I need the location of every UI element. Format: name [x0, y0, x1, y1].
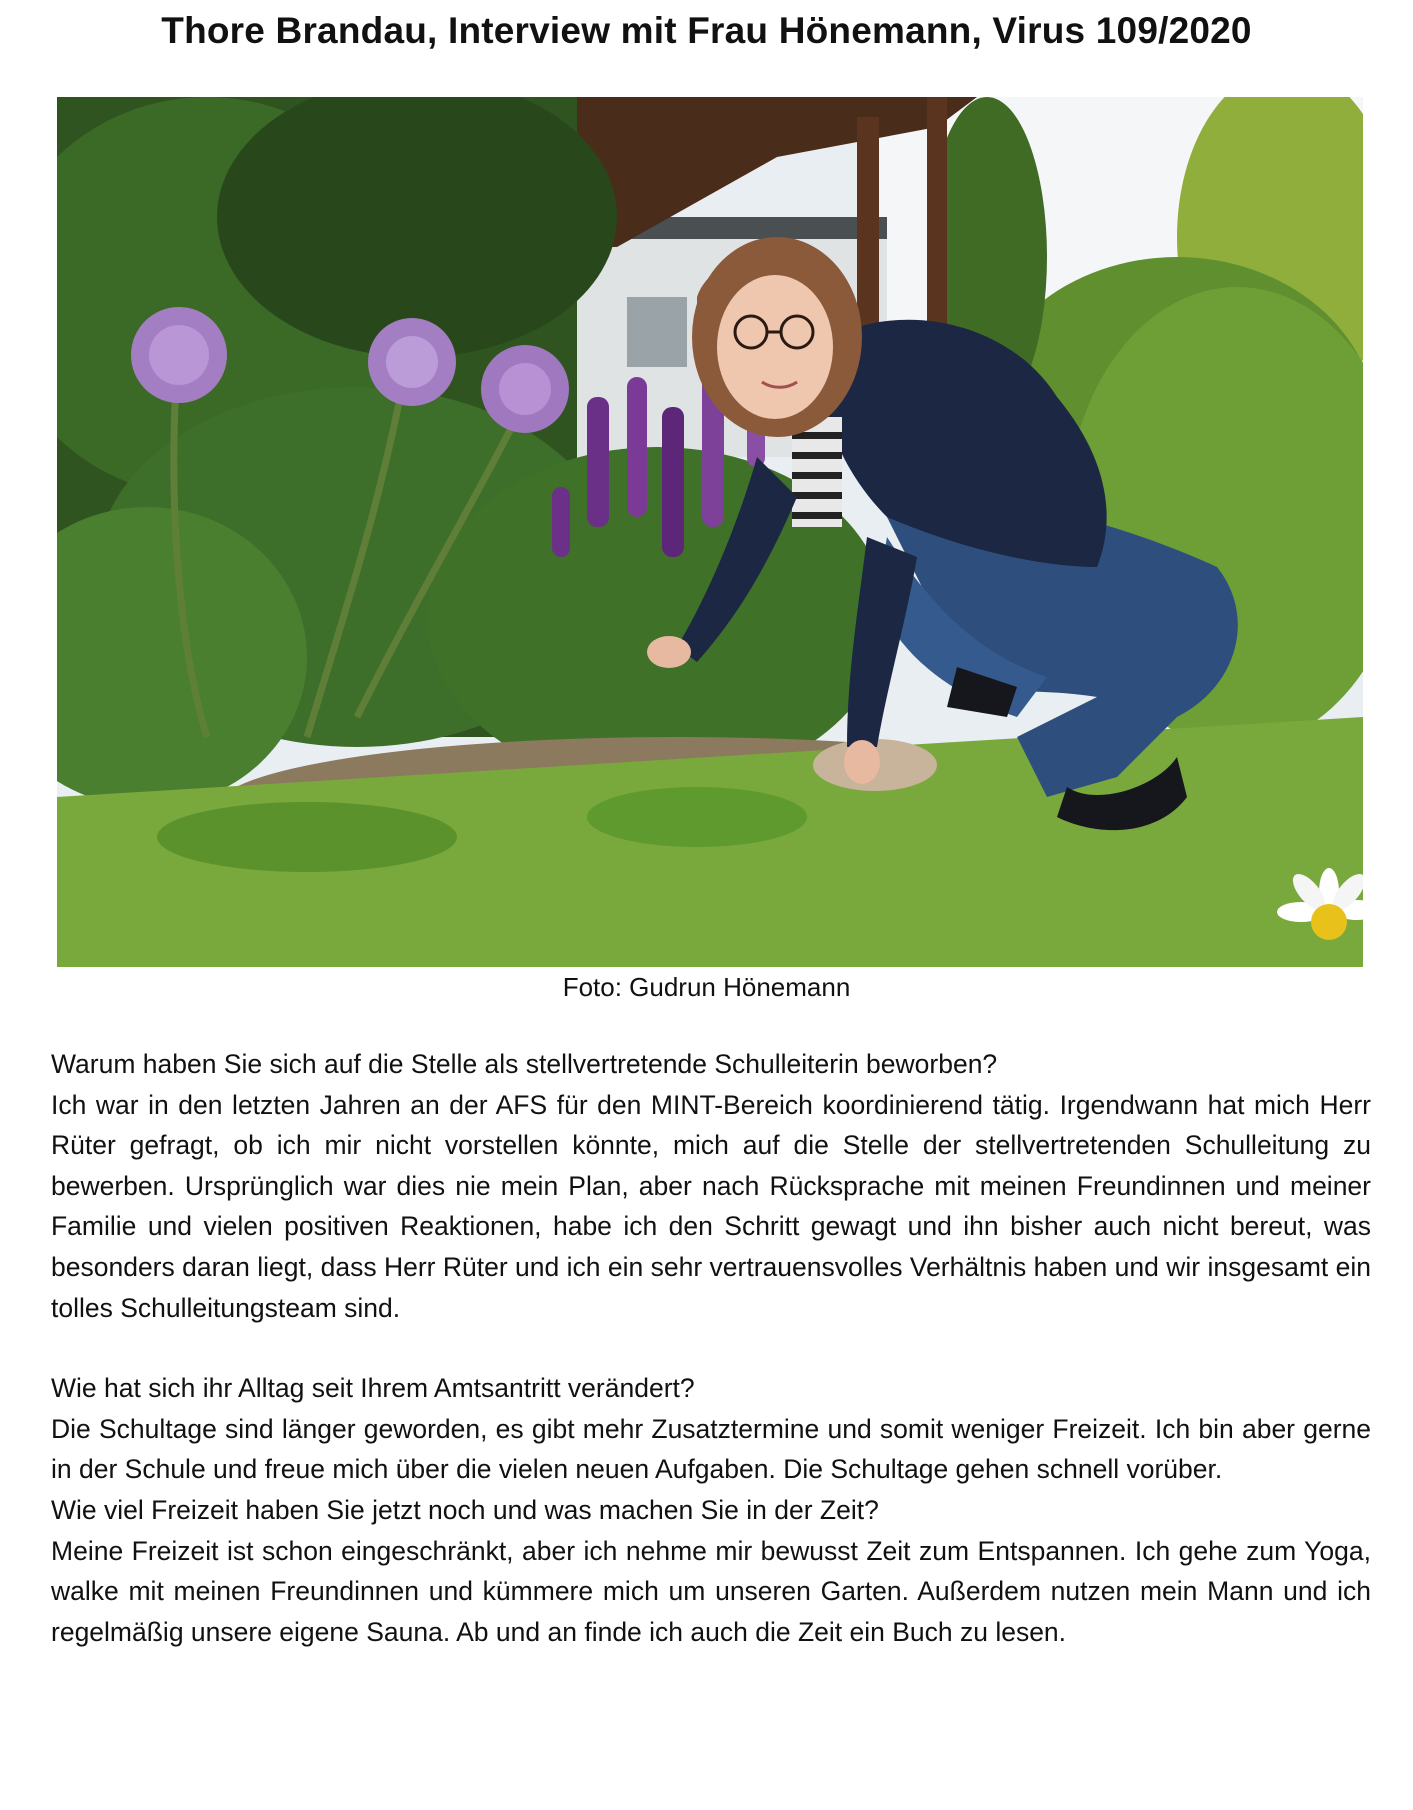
photo-caption: Foto: Gudrun Hönemann	[562, 972, 851, 1002]
interview-body	[51, 1044, 1371, 1652]
question-3: Wie viel Freizeit haben Sie jetzt noch und was machen Sie in der Zeit?	[51, 1494, 879, 1525]
answer-1: Ich war in den letzten Jahren an der AFS für den MINT-Bereich koordinierend tätig. Irgendwann hat mich Herr Rüter gefragt, ob ich mir nicht vorstellen könnte, mich auf die Stelle der stellvertretenden Schulleitung zu bewerben. Ursprünglich war dies nie mein Plan, aber nach Rücksprache mit meinen Freundinnen und meiner Familie und vielen positiven Reaktionen, habe ich den Schritt gewagt und ihn bisher auch nicht bereut, was besonders daran liegt, dass Herr Rüter und ich ein sehr vertrauensvolles Verhältnis haben und wir insgesamt ein tolles Schulleitungsteam sind.	[51, 1089, 1371, 1323]
answer-3: Meine Freizeit ist schon eingeschränkt, aber ich nehme mir bewusst Zeit zum Entspannen. Ich gehe zum Yoga, walke mit meinen Freundinnen und kümmere mich um unseren Garten. Außerdem nutzen mein Mann und ich regelmäßig unsere eigene Sauna. Ab und an finde ich auch die Zeit ein Buch zu lesen.	[51, 1535, 1371, 1647]
answer-2: Die Schultage sind länger geworden, es gibt mehr Zusatztermine und somit weniger Freizeit. Ich bin aber gerne in der Schule und freue mich über die vielen neuen Aufgaben. Die Schultage gehen schnell vorüber.	[51, 1413, 1371, 1485]
question-1: Warum haben Sie sich auf die Stelle als stellvertretende Schulleiterin beworben?	[51, 1049, 998, 1079]
page-title: Thore Brandau, Interview mit Frau Hönemann, Virus 109/2020	[161, 10, 1252, 51]
garden-photo	[57, 97, 1363, 967]
question-2: Wie hat sich ihr Alltag seit Ihrem Amtsantritt verändert?	[51, 1373, 695, 1404]
